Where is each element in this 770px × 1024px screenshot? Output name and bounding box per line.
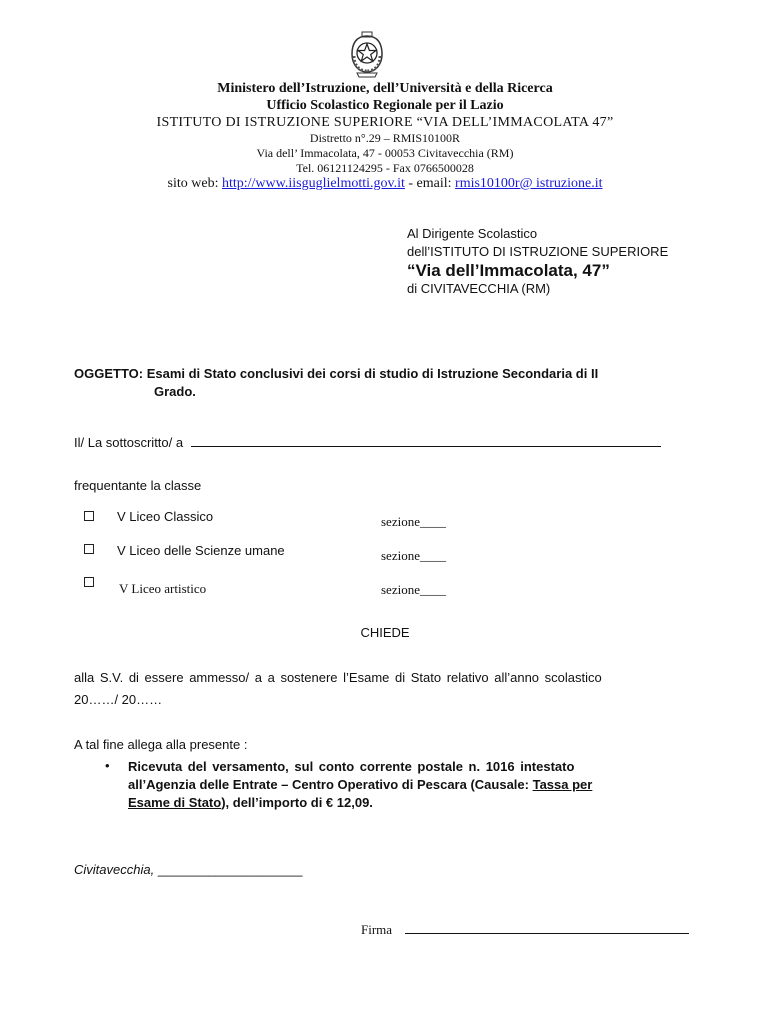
date-field[interactable]: ____________________	[157, 862, 303, 877]
requests-heading: CHIEDE	[360, 625, 410, 640]
subject-text: : Esami di Stato conclusivi dei corsi di studio di Istruzione Secondaria di II	[138, 366, 599, 381]
web-email-line	[0, 176, 770, 192]
email-link[interactable]: rmis10100r@ istruzione.it	[455, 176, 603, 191]
regional-office: Ufficio Scolastico Regionale per il Lazio	[266, 98, 504, 113]
option-classico-section[interactable]: sezione____	[381, 514, 446, 529]
signer-label: Il/ La sottoscritto/ a	[74, 435, 184, 450]
ministry-name: Ministero dell’Istruzione, dell’Università e della Ricerca	[217, 81, 553, 96]
bullet-line-2	[128, 777, 592, 792]
option-classico-label: V Liceo Classico	[117, 509, 214, 524]
subject-line-2: Grado.	[154, 384, 196, 399]
subject-line	[74, 366, 598, 381]
signature-field[interactable]	[405, 933, 689, 934]
web-label: sito web:	[167, 176, 219, 191]
option-artistico-section[interactable]: sezione____	[381, 582, 446, 597]
bullet-line-3	[128, 795, 373, 810]
institute-name: ISTITUTO DI ISTRUZIONE SUPERIORE “VIA DELL’IMMACOLATA 47”	[156, 115, 614, 130]
recipient-line-1: Al Dirigente Scolastico	[407, 226, 538, 241]
classico-checkbox[interactable]	[84, 511, 94, 521]
address-line: Via dell’ Immacolata, 47 - 00053 Civitavecchia (RM)	[256, 146, 514, 160]
attach-intro: A tal fine allega alla presente :	[74, 737, 248, 752]
causale-text-2: Esame di Stato	[128, 795, 222, 810]
website-link[interactable]: http://www.iisguglielmotti.gov.it	[221, 176, 405, 191]
signature-label: Firma	[361, 922, 393, 937]
class-label: frequentante la classe	[74, 478, 202, 493]
place-label: Civitavecchia,	[74, 862, 155, 877]
signer-name-field[interactable]	[191, 446, 661, 447]
recipient-line-3: “Via dell’Immacolata, 47”	[407, 261, 610, 280]
request-line-2[interactable]: 20……/ 20……	[74, 692, 163, 707]
artistico-checkbox[interactable]	[84, 577, 94, 587]
place-date-row	[74, 862, 302, 877]
emblem-icon	[347, 30, 387, 78]
bullet-line-1: Ricevuta del versamento, sul conto corrente postale n. 1016 intestato	[128, 759, 575, 774]
option-scienze-label: V Liceo delle Scienze umane	[117, 543, 285, 558]
email-label: - email:	[408, 176, 452, 191]
bullet-line-2a: all’Agenzia delle Entrate – Centro Operativo di Pescara (Causale:	[128, 777, 533, 792]
amount-text: ), dell’importo di € 12,09.	[221, 795, 373, 810]
signer-row	[74, 435, 661, 450]
district-line: Distretto n°.29 – RMIS10100R	[309, 131, 461, 145]
option-scienze-section[interactable]: sezione____	[381, 548, 446, 563]
causale-text: Tassa per	[532, 777, 593, 792]
request-line-1: alla S.V. di essere ammesso/ a a sostenere l’Esame di Stato relativo all’anno scolastico	[74, 670, 602, 685]
bullet-icon: •	[105, 758, 110, 773]
phone-line: Tel. 06121124295 - Fax 0766500028	[296, 161, 474, 175]
signature-row	[361, 922, 689, 938]
recipient-line-2: dell’ISTITUTO DI ISTRUZIONE SUPERIORE	[407, 244, 669, 259]
subject-label: OGGETTO	[74, 366, 139, 381]
recipient-line-4: di CIVITAVECCHIA (RM)	[407, 281, 551, 296]
option-artistico-label: V Liceo artistico	[119, 581, 207, 596]
scienze-umane-checkbox[interactable]	[84, 544, 94, 554]
